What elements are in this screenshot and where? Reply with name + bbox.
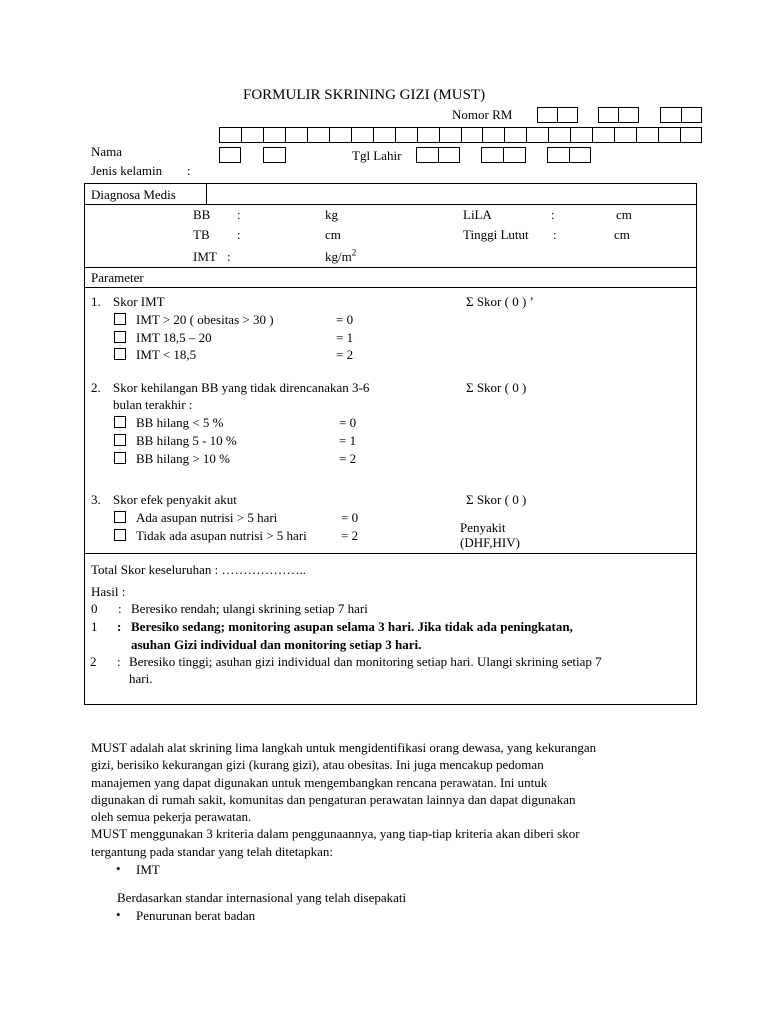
gender-box-male[interactable] (219, 147, 241, 163)
cell-divider (417, 127, 418, 143)
page-title: FORMULIR SKRINING GIZI (MUST) (243, 87, 486, 103)
hasil-2-colon: : (117, 654, 121, 669)
imt-label: IMT (193, 249, 217, 264)
option-row[interactable] (114, 330, 444, 346)
gender-box-female[interactable] (263, 147, 286, 163)
cell-divider (351, 127, 352, 143)
tb-unit: cm (325, 227, 341, 242)
paragraph-line: manajemen yang dapat digunakan untuk mengembangkan rencana perawatan. Ini untuk (91, 775, 548, 790)
jenis-kelamin-colon: : (187, 163, 191, 178)
checkbox[interactable] (114, 452, 126, 464)
imt-unit-sup: 2 (351, 247, 357, 258)
row-divider (84, 287, 697, 288)
hasil-1-text: Beresiko sedang; monitoring asupan selama 3 hari. Jika tidak ada peningkatan, (131, 619, 573, 634)
checkbox[interactable] (114, 348, 126, 360)
option-row[interactable] (114, 528, 444, 544)
option-label: Ada asupan nutrisi > 5 hari (136, 510, 278, 525)
total-score: Total Skor keseluruhan : ……………….. (91, 562, 307, 577)
checkbox[interactable] (114, 434, 126, 446)
section-1-number: 1. (91, 294, 101, 309)
option-score: = 2 (339, 451, 357, 466)
cell-divider (439, 127, 440, 143)
tb-label: TB (193, 227, 210, 242)
parameter-label: Parameter (91, 270, 144, 285)
option-label: Tidak ada asupan nutrisi > 5 hari (136, 528, 307, 543)
bullet-symbol: • (116, 861, 121, 876)
hasil-0-num: 0 (91, 601, 98, 616)
hasil-2-text: Beresiko tinggi; asuhan gizi individual dan monitoring setiap hari. Ulangi skrining setiap 7 (129, 654, 602, 669)
hasil-0-colon: : (118, 601, 122, 616)
option-label: IMT < 18,5 (136, 347, 197, 362)
option-score: = 2 (336, 347, 354, 362)
bullet-imt: IMT (136, 862, 160, 877)
diagnosa-medis-label: Diagnosa Medis (91, 187, 176, 202)
option-label: IMT > 20 ( obesitas > 30 ) (136, 312, 274, 327)
section-2-skor: Σ Skor ( 0 ) (466, 380, 527, 395)
option-score: = 1 (339, 433, 357, 448)
imt-colon: : (227, 249, 231, 264)
paragraph-line: digunakan di rumah sakit, komunitas dan pengaturan perawatan lainnya dan dapat digunakan (91, 792, 576, 807)
cell-divider (680, 127, 681, 143)
row-divider (84, 553, 697, 554)
section-3-skor: Σ Skor ( 0 ) (466, 492, 527, 507)
section-3-number: 3. (91, 492, 101, 507)
cell-divider (241, 127, 242, 143)
tinggi-lutut-unit: cm (614, 227, 630, 242)
hasil-2-num: 2 (90, 654, 97, 669)
cell-divider (263, 127, 264, 143)
section-3-note-line2: (DHF,HIV) (460, 535, 520, 550)
lila-unit: cm (616, 207, 632, 222)
nomor-rm-label: Nomor RM (452, 107, 513, 122)
tinggi-lutut-label: Tinggi Lutut (463, 227, 529, 242)
bb-label: BB (193, 207, 211, 222)
option-row[interactable] (114, 451, 444, 467)
paragraph-line: MUST menggunakan 3 kriteria dalam penggunaannya, yang tiap-tiap kriteria akan diberi skor (91, 826, 580, 841)
lila-colon: : (551, 207, 555, 222)
hasil-1-colon: : (117, 619, 122, 634)
lila-label: LiLA (463, 207, 492, 222)
option-label: BB hilang > 10 % (136, 451, 230, 466)
cell-divider (373, 127, 374, 143)
nama-label: Nama (91, 144, 123, 159)
option-row[interactable] (114, 312, 444, 328)
jenis-kelamin-label: Jenis kelamin (91, 163, 163, 178)
cell-divider (504, 127, 505, 143)
checkbox[interactable] (114, 511, 126, 523)
section-2-number: 2. (91, 380, 101, 395)
cell-divider (658, 127, 659, 143)
section-3-title: Skor efek penyakit akut (113, 492, 237, 507)
hasil-1-text2: asuhan Gizi individual dan monitoring setiap 3 hari. (131, 637, 422, 652)
hasil-label: Hasil : (91, 584, 126, 599)
diagnosa-input[interactable] (207, 184, 696, 204)
section-2-title: Skor kehilangan BB yang tidak direncanakan 3-6 (113, 380, 370, 395)
cell-divider (548, 127, 549, 143)
hasil-0-text: Beresiko rendah; ulangi skrining setiap 7 hari (131, 601, 368, 616)
option-row[interactable] (114, 510, 444, 526)
option-score: = 2 (341, 528, 359, 543)
paragraph-line: oleh semua pekerja perawatan. (91, 809, 252, 824)
row-divider (84, 204, 697, 205)
imt-unit-text: kg/m (325, 249, 352, 264)
cell-divider (329, 127, 330, 143)
hasil-2-text2: hari. (129, 671, 153, 686)
tgl-lahir-label: Tgl Lahir (352, 148, 402, 163)
option-score: = 0 (339, 415, 357, 430)
section-1-skor: Σ Skor ( 0 ) ’ (466, 294, 534, 309)
bb-colon: : (237, 207, 241, 222)
section-2-title-line2: bulan terakhir : (113, 397, 193, 412)
bullet-imt-note: Berdasarkan standar internasional yang telah disepakati (117, 890, 407, 905)
cell-divider (461, 127, 462, 143)
option-label: BB hilang 5 - 10 % (136, 433, 237, 448)
cell-divider (614, 127, 615, 143)
cell-divider (592, 127, 593, 143)
bb-unit: kg (325, 207, 338, 222)
checkbox[interactable] (114, 529, 126, 541)
bullet-symbol: • (116, 907, 121, 922)
cell-divider (307, 127, 308, 143)
option-score: = 0 (336, 312, 354, 327)
cell-divider (482, 127, 483, 143)
option-row[interactable] (114, 415, 444, 431)
hasil-1-num: 1 (91, 619, 98, 634)
cell-divider (636, 127, 637, 143)
option-score: = 0 (341, 510, 359, 525)
option-row[interactable] (114, 347, 444, 363)
row-divider (84, 267, 697, 268)
option-row[interactable] (114, 433, 444, 449)
option-label: IMT 18,5 – 20 (136, 330, 212, 345)
tinggi-lutut-colon: : (553, 227, 557, 242)
cell-divider (285, 127, 286, 143)
section-3-note-line1: Penyakit (460, 520, 506, 535)
section-1-title: Skor IMT (113, 294, 165, 309)
cell-divider (570, 127, 571, 143)
paragraph-line: MUST adalah alat skrining lima langkah untuk mengidentifikasi orang dewasa, yang kekurangan (91, 740, 597, 755)
option-score: = 1 (336, 330, 354, 345)
checkbox[interactable] (114, 313, 126, 325)
checkbox[interactable] (114, 416, 126, 428)
imt-unit (325, 249, 356, 264)
cell-divider (395, 127, 396, 143)
bullet-penurunan: Penurunan berat badan (136, 908, 256, 923)
tb-colon: : (237, 227, 241, 242)
checkbox[interactable] (114, 331, 126, 343)
cell-divider (526, 127, 527, 143)
paragraph-line: gizi, berisiko kekurangan gizi (kurang gizi), atau obesitas. Ini juga mencakup pedoman (91, 757, 544, 772)
paragraph-line: tergantung pada standar yang telah ditetapkan: (91, 844, 333, 859)
option-label: BB hilang < 5 % (136, 415, 224, 430)
